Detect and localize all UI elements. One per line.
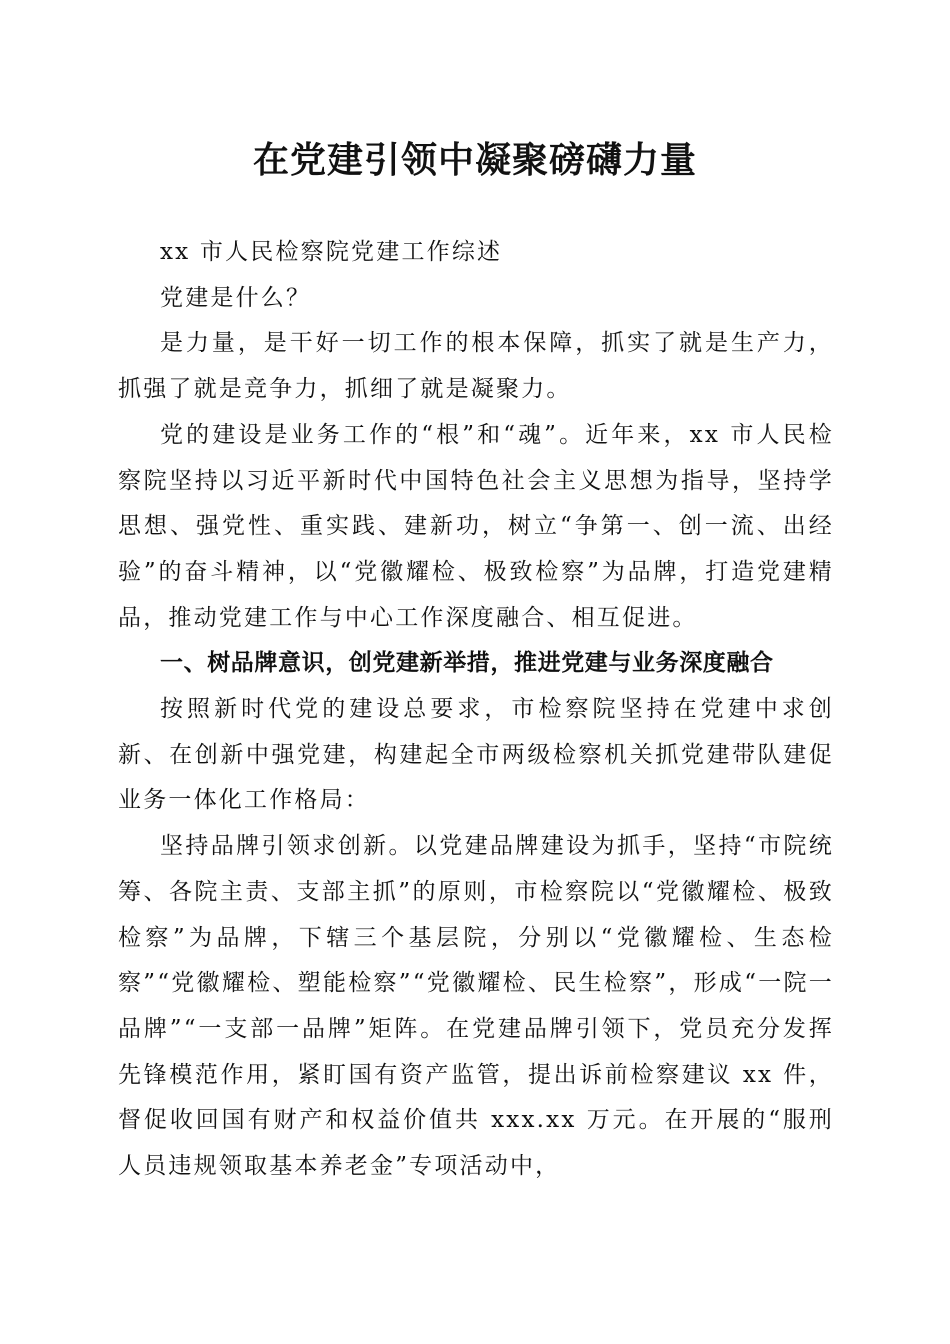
document-title: 在党建引领中凝聚磅礴力量 <box>252 139 697 181</box>
subtitle-paragraph: xx 市人民检察院党建工作综述 <box>160 239 503 265</box>
section-paragraph: 按照新时代党的建设总要求，市检察院坚持在党建中求创新、在创新中强党建，构建起全市两级检察机关抓党建带队建促业务一体化工作格局： <box>118 696 834 814</box>
intro-paragraph: 党的建设是业务工作的“根”和“魂”。近年来，xx 市人民检察院坚持以习近平新时代中国特色社会主义思想为指导，坚持学思想、强党性、重实践、建新功，树立“争第一、创一流、出经验”的奋斗精神，以“党徽耀检、极致检察”为品牌，打造党建精品，推动党建工作与中心工作深度融合、相互促进。 <box>118 421 834 631</box>
document-body <box>118 230 834 1190</box>
answer-paragraph: 是力量，是干好一切工作的根本保障，抓实了就是生产力，抓强了就是竞争力，抓细了就是凝聚力。 <box>118 330 834 403</box>
question-paragraph: 党建是什么？ <box>160 284 312 311</box>
section-paragraph: 坚持品牌引领求创新。以党建品牌建设为抓手，坚持“市院统筹、各院主责、支部主抓”的原则，市检察院以“党徽耀检、极致检察”为品牌，下辖三个基层院，分别以“党徽耀检、生态检察”“党徽耀检、塑能检察”“党徽耀检、民生检察”，形成“一院一品牌”“一支部一品牌”矩阵。在党建品牌引领下，党员充分发挥先锋模范作用，紧盯国有资产监管，提出诉前检察建议 xx 件，督促收回国有财产和权益价值共 xxx.xx 万元。在开展的“服刑人员违规领取基本养老金”专项活动中， <box>118 833 834 1180</box>
section-heading: 一、树品牌意识，创党建新举措，推进党建与业务深度融合 <box>160 650 774 677</box>
